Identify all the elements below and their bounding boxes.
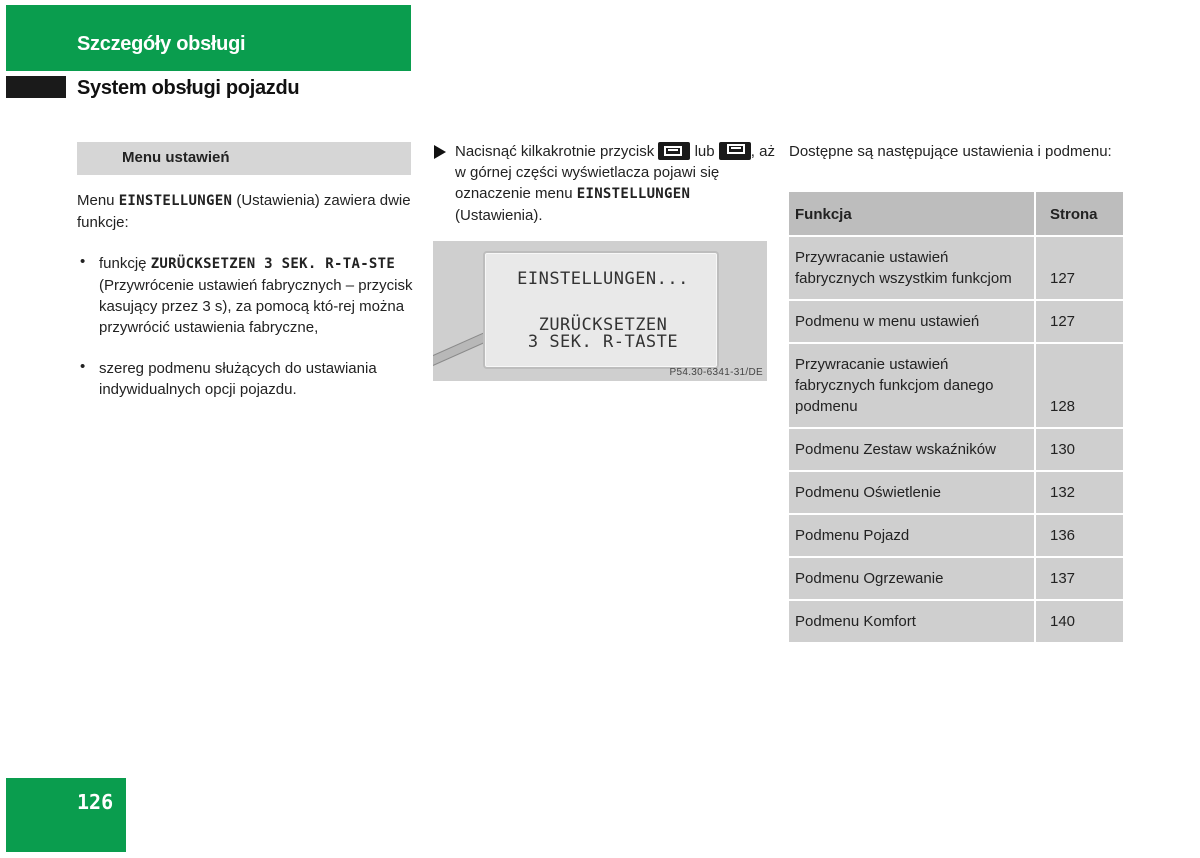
bullet-marker: •: [80, 253, 86, 270]
table-row: [789, 237, 1123, 301]
table-intro: Dostępne są następujące ustawienia i podmenu:: [789, 143, 1112, 160]
bullet-item: [99, 253, 413, 338]
bullet1-pre: funkcję: [99, 255, 151, 272]
intro-code: EINSTELLUNGEN: [118, 193, 233, 209]
display-line-2-3: [485, 317, 721, 351]
step-arrow-icon: [434, 145, 446, 159]
cell-page: 128: [1036, 344, 1123, 429]
subsection-marker: [6, 76, 66, 98]
step-post: (Ustawienia).: [455, 207, 543, 224]
display-line-2: ZURÜCKSETZEN: [538, 315, 668, 335]
step-pre: Nacisnąć kilkakrotnie przycisk: [455, 143, 659, 160]
display-illustration: [433, 241, 767, 381]
table-row: [789, 601, 1123, 644]
cell-page: 137: [1036, 558, 1123, 601]
column-header-page: Strona: [1036, 192, 1123, 237]
display-screen: [483, 251, 719, 369]
page-title: System obsługi pojazdu: [77, 77, 300, 99]
column-header-function: Funkcja: [789, 192, 1036, 237]
cell-function: Przywracanie ustawień fabrycznych wszystkim funkcjom: [789, 237, 1036, 301]
cell-page: 140: [1036, 601, 1123, 644]
cell-function: Podmenu Komfort: [789, 601, 1036, 644]
table-row: [789, 429, 1123, 472]
step-code: EINSTELLUNGEN: [576, 186, 691, 202]
cell-function: Podmenu Zestaw wskaźników: [789, 429, 1036, 472]
display-line-3: 3 SEK. R-TASTE: [527, 332, 679, 352]
cell-page: 127: [1036, 301, 1123, 344]
cell-function: Przywracanie ustawień fabrycznych funkcjom danego podmenu: [789, 344, 1036, 429]
cell-page: 127: [1036, 237, 1123, 301]
intro-paragraph: [77, 190, 413, 233]
section-title: Szczegóły obsługi: [77, 33, 246, 55]
intro-pre: Menu: [77, 192, 119, 209]
cell-page: 132: [1036, 472, 1123, 515]
table-header-row: [789, 192, 1123, 237]
cell-page: 136: [1036, 515, 1123, 558]
table-row: [789, 558, 1123, 601]
cell-page: 130: [1036, 429, 1123, 472]
step-instruction: [455, 141, 775, 226]
subheading: Menu ustawień: [122, 149, 230, 166]
cell-function: Podmenu w menu ustawień: [789, 301, 1036, 344]
table-row: [789, 344, 1123, 429]
intro-post: (Ustawienia) zawiera dwie funkcje:: [77, 192, 411, 231]
bullet1-post: (Przywrócenie ustawień fabrycznych – przycisk kasujący przez 3 s), za pomocą któ-rej można przywrócić ustawienia fabryczne,: [99, 277, 413, 336]
bullet-item: szereg podmenu służących do ustawiania indywidualnych opcji pojazdu.: [99, 360, 377, 398]
cell-function: Podmenu Ogrzewanie: [789, 558, 1036, 601]
page-number: 126: [77, 790, 114, 814]
step-mid: , aż w górnej części wyświetlacza pojawi się oznaczenie menu: [455, 143, 775, 202]
display-line-1: EINSTELLUNGEN...: [517, 269, 689, 289]
table-row: [789, 472, 1123, 515]
step-or: lub: [690, 143, 719, 160]
figure-code: P54.30-6341-31/DE: [669, 367, 763, 378]
cell-function: Podmenu Pojazd: [789, 515, 1036, 558]
table-row: [789, 301, 1123, 344]
bullet-marker: •: [80, 358, 86, 375]
bullet1-code: ZURÜCKSETZEN 3 SEK. R-TA-STE: [150, 256, 396, 272]
display-button-alt-icon: [719, 142, 751, 160]
settings-table: [789, 192, 1123, 644]
table-row: [789, 515, 1123, 558]
cell-function: Podmenu Oświetlenie: [789, 472, 1036, 515]
display-button-icon: [658, 142, 690, 160]
